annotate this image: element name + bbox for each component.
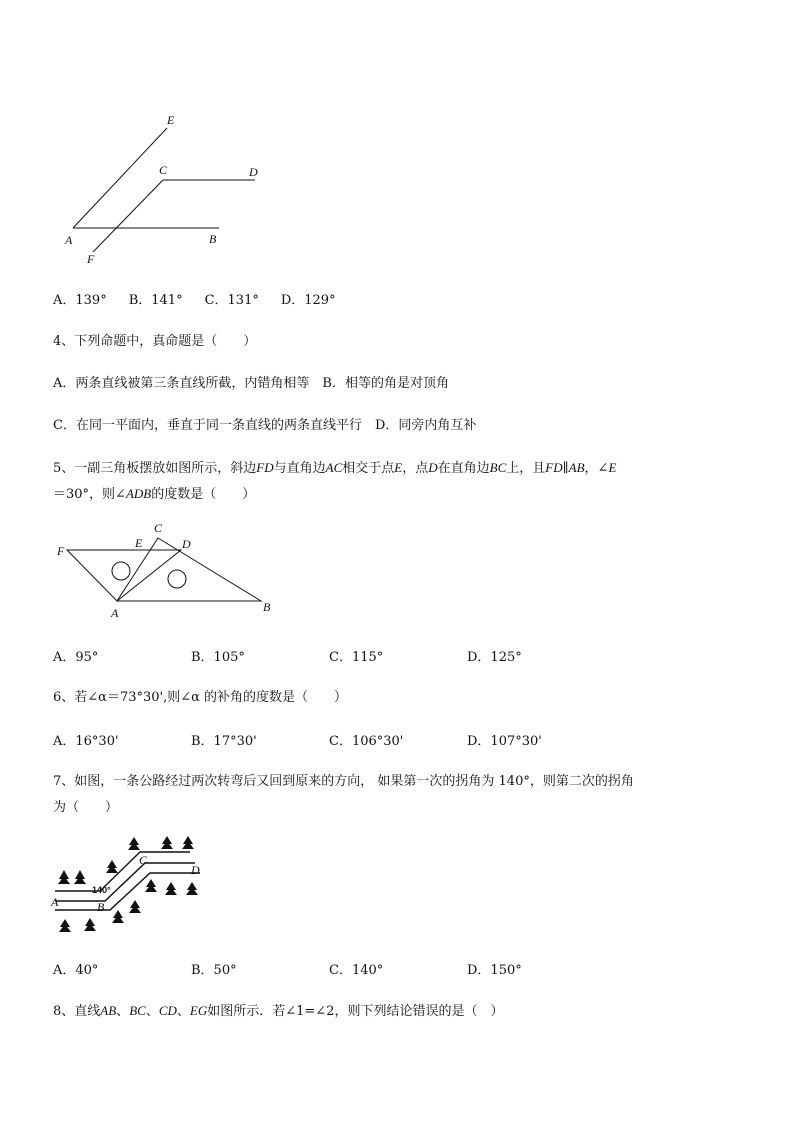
label-a: A xyxy=(65,233,73,247)
q6-stem: 6、若∠α＝73°30',则∠α 的补角的度数是（ ） xyxy=(53,690,348,705)
tree-icon xyxy=(182,836,194,849)
line-cf xyxy=(93,180,163,252)
tree-icon xyxy=(165,882,177,895)
q3-option-a[interactable]: A．139° xyxy=(53,293,107,308)
q7-stem-line-2: 为（ ） xyxy=(53,800,119,815)
q5-option-d[interactable]: D．125° xyxy=(467,650,522,665)
triangle-fda xyxy=(67,550,181,601)
q6-option-c[interactable]: C．106°30' xyxy=(329,734,404,749)
q6-option-d[interactable]: D．107°30' xyxy=(467,734,542,749)
tree-icon xyxy=(84,918,96,931)
q5-option-a[interactable]: A．95° xyxy=(53,650,99,665)
q7-options xyxy=(53,959,605,978)
q7-option-b[interactable]: B．50° xyxy=(191,963,237,978)
label-a: A xyxy=(51,895,59,909)
tree-icon xyxy=(145,879,157,892)
q7-option-c[interactable]: C．140° xyxy=(329,963,384,978)
q3-options xyxy=(53,289,358,308)
q6-options xyxy=(53,730,605,749)
q6-option-b[interactable]: B．17°30' xyxy=(191,734,257,749)
tree-icon xyxy=(58,870,70,884)
label-angle-140: 140° xyxy=(92,885,111,895)
label-f: F xyxy=(57,544,65,558)
q7-stem-line-1: 7、如图，一条公路经过两次转弯后又回到原来的方向， 如果第一次的拐角为 140°，则第二次的拐角 xyxy=(53,774,634,789)
ruler-hole-left xyxy=(112,562,130,580)
q8-stem: 8、直线AB、BC、CD、EG如图所示．若∠1=∠2，则下列结论错误的是（ ） xyxy=(53,1003,504,1019)
tree-icon xyxy=(59,919,71,932)
q3-option-b[interactable]: B．141° xyxy=(128,293,183,308)
label-f: F xyxy=(87,252,95,266)
label-d: D xyxy=(191,863,200,877)
label-d: D xyxy=(249,165,258,179)
label-b: B xyxy=(209,232,217,246)
tree-icon xyxy=(106,860,118,873)
q3-option-d[interactable]: D．129° xyxy=(280,293,336,308)
q6-option-a[interactable]: A．16°30' xyxy=(53,734,119,749)
tree-icon xyxy=(161,836,173,849)
label-d: D xyxy=(182,537,191,551)
tree-icon xyxy=(186,882,198,895)
tree-icon xyxy=(129,900,141,913)
label-c: C xyxy=(139,853,148,867)
figure-q3-parallel-lines xyxy=(55,110,258,270)
q5-option-b[interactable]: B．105° xyxy=(191,650,245,665)
q5-stem-line-1: 5、一副三角板摆放如图所示，斜边FD与直角边AC相交于点E，点D在直角边BC上，且FD∥AB，∠E xyxy=(53,460,617,476)
q4-options-row-2[interactable]: C．在同一平面内，垂直于同一条直线的两条直线平行 D．同旁内角互补 xyxy=(53,418,477,433)
figure-q7-road xyxy=(50,832,210,937)
q4-options-row-1[interactable]: A．两条直线被第三条直线所截，内错角相等 B．相等的角是对顶角 xyxy=(53,376,449,391)
q3-option-c[interactable]: C．131° xyxy=(204,293,259,308)
q7-option-d[interactable]: D．150° xyxy=(467,963,522,978)
q5-options xyxy=(53,646,605,665)
q5-stem-line-2: ＝30°，则∠ADB的度数是（ ） xyxy=(53,486,256,502)
label-c: C xyxy=(159,163,168,177)
line-ae xyxy=(73,128,167,228)
label-e: E xyxy=(135,536,143,550)
ruler-hole-right xyxy=(168,570,186,588)
q5-option-c[interactable]: C．115° xyxy=(329,650,384,665)
label-e: E xyxy=(167,113,175,127)
tree-icon xyxy=(74,870,86,884)
label-b: B xyxy=(263,600,271,614)
tree-icon xyxy=(112,910,124,923)
tree-icon xyxy=(128,837,140,850)
label-b: B xyxy=(97,900,105,914)
label-a: A xyxy=(111,606,119,620)
q7-option-a[interactable]: A．40° xyxy=(53,963,99,978)
figure-q5-triangle-rulers xyxy=(55,515,280,625)
q4-stem: 4、下列命题中，真命题是（ ） xyxy=(53,334,257,349)
label-c: C xyxy=(154,521,163,535)
trees xyxy=(58,836,198,932)
